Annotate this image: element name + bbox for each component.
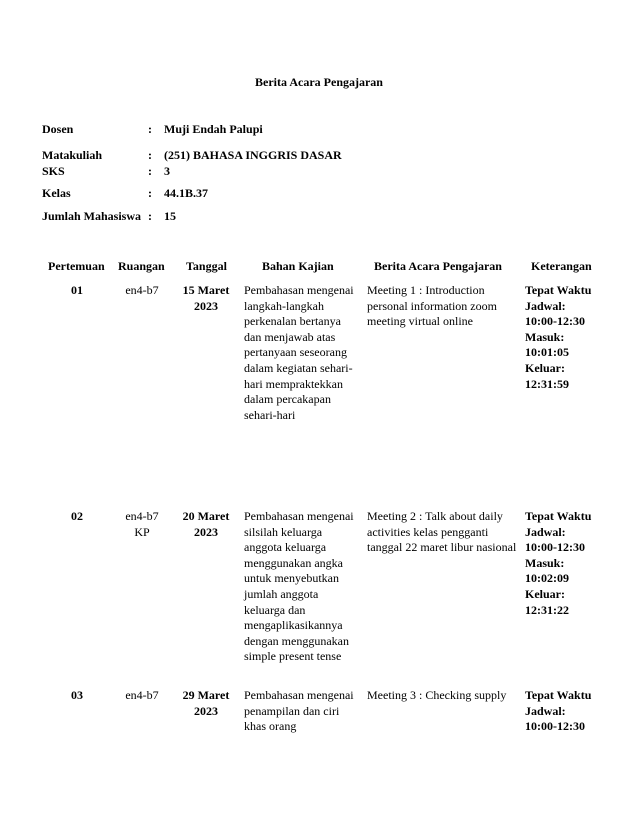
ket-line: Masuk: (525, 329, 565, 344)
row-number: 03 (71, 688, 83, 702)
info-label: Dosen (42, 122, 74, 136)
ket-line: 10:02:09 (525, 571, 569, 586)
document-title: Berita Acara Pengajaran (255, 75, 383, 89)
row-room: en4-b7 (125, 688, 159, 702)
row-room: en4-b7 KP (125, 509, 159, 539)
row-date: 29 Maret 2023 (182, 688, 230, 718)
row-number: 02 (71, 509, 83, 523)
ket-line: 10:00-12:30 (525, 719, 585, 734)
row-date: 15 Maret 2023 (182, 283, 230, 313)
ket-line: 12:31:22 (525, 602, 569, 617)
header-keterangan: Keterangan (531, 259, 592, 273)
ket-line: 12:31:59 (525, 376, 569, 391)
row-bahan-kajian: Pembahasan mengenai silsilah keluarga anggota keluarga menggunakan angka untuk menyebutkan jumlah anggota keluarga dan mengaplikasikannya dengan menggunakan simple present tense (244, 509, 354, 664)
ket-line: Keluar: (525, 360, 565, 375)
ket-line: Tepat Waktu (525, 688, 592, 702)
ket-line: 10:00-12:30 (525, 314, 585, 329)
ket-line: Tepat Waktu (525, 509, 592, 523)
info-label: Jumlah Mahasiswa (42, 209, 142, 223)
info-label: Kelas (42, 186, 71, 200)
info-label: SKS (42, 164, 65, 178)
header-ruangan: Ruangan (118, 259, 165, 273)
header-berita-acara: Berita Acara Pengajaran (374, 259, 502, 273)
ket-line: Masuk: (525, 555, 565, 570)
info-colon: : (148, 164, 152, 178)
row-bahan-kajian: Pembahasan mengenai langkah-langkah perkenalan bertanya dan menjawab atas pertanyaan seseorang dalam kegiatan sehari-hari mempraktekkan dalam percakapan sehari-hari (244, 283, 354, 422)
info-colon: : (148, 148, 152, 162)
row-berita-acara: Meeting 2 : Talk about daily activities kelas pengganti tanggal 22 maret libur nasional (367, 509, 517, 555)
ket-line: Jadwal: (525, 524, 566, 539)
header-tanggal: Tanggal (186, 259, 227, 273)
info-colon: : (148, 186, 152, 200)
info-value: 3 (164, 164, 170, 178)
row-room: en4-b7 (125, 283, 159, 297)
ket-line: Tepat Waktu (525, 283, 592, 297)
header-bahan-kajian: Bahan Kajian (262, 259, 334, 273)
info-label: Matakuliah (42, 148, 103, 162)
info-value: 15 (164, 209, 176, 223)
info-value: 44.1B.37 (164, 186, 209, 200)
ket-line: 10:01:05 (525, 345, 569, 360)
info-value: (251) BAHASA INGGRIS DASAR (164, 148, 342, 162)
row-keterangan (525, 688, 615, 735)
row-bahan-kajian: Pembahasan mengenai penampilan dan ciri khas orang (244, 688, 354, 734)
info-value: Muji Endah Palupi (164, 122, 263, 136)
info-colon: : (148, 209, 152, 223)
ket-line: Keluar: (525, 586, 565, 601)
row-keterangan (525, 283, 615, 392)
row-berita-acara: Meeting 1 : Introduction personal information zoom meeting virtual online (367, 283, 497, 329)
row-berita-acara: Meeting 3 : Checking supply (367, 688, 507, 702)
row-date: 20 Maret 2023 (182, 509, 230, 539)
info-colon: : (148, 122, 152, 136)
ket-line: Jadwal: (525, 703, 566, 718)
row-keterangan (525, 509, 615, 618)
ket-line: Jadwal: (525, 298, 566, 313)
header-pertemuan: Pertemuan (48, 259, 105, 273)
row-number: 01 (71, 283, 83, 297)
ket-line: 10:00-12:30 (525, 540, 585, 555)
